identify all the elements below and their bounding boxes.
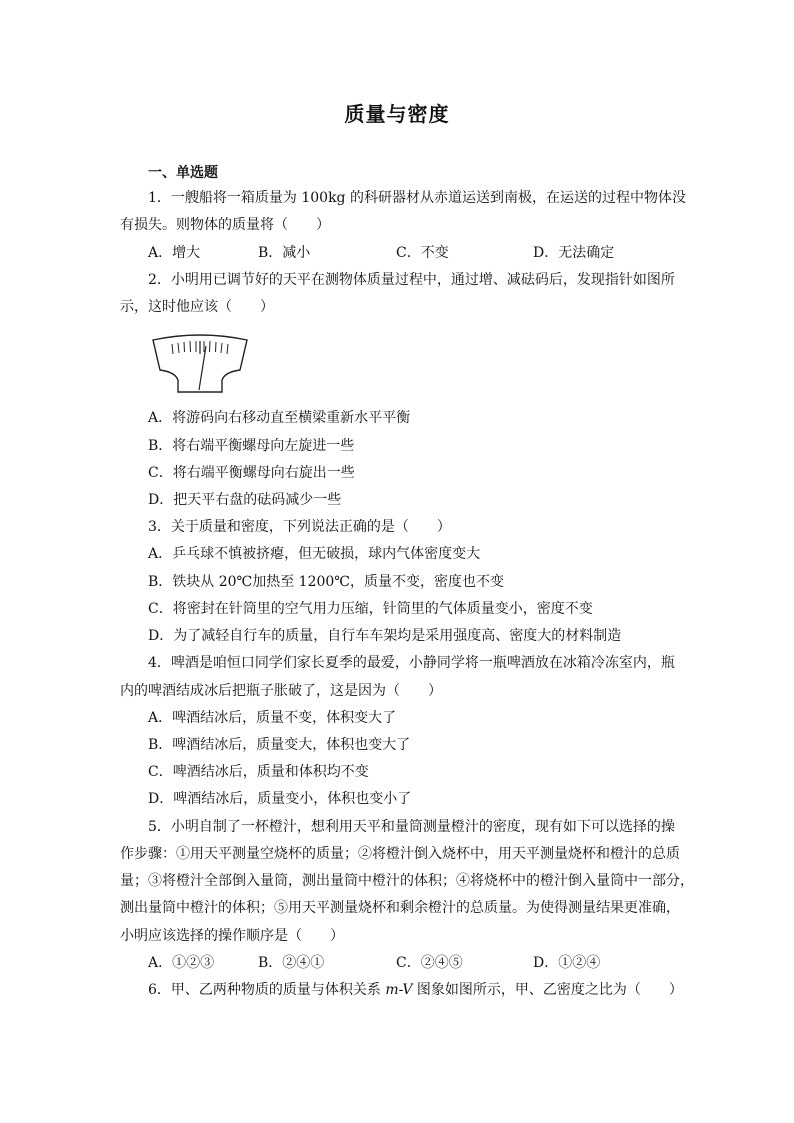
q5-option-d: D．①②④ <box>533 955 601 971</box>
q1-option-c: C．不变 <box>396 245 449 261</box>
question-6-text-line-1 <box>148 981 683 999</box>
question-4-text-line-1: 4．啤酒是咱恒口同学们家长夏季的最爱，小静同学将一瓶啤酒放在冰箱冷冻室内，瓶 <box>148 655 675 671</box>
question-1-text-line-2: 有损失。则物体的质量将（ ） <box>120 217 330 233</box>
q4-option-a: A．啤酒结冰后，质量不变，体积变大了 <box>148 710 397 726</box>
q3-option-d: D．为了减轻自行车的质量，自行车车架均是采用强度高、密度大的材料制造 <box>148 628 622 644</box>
question-5-text-line-4: 测出量筒中橙汁的体积；⑤用天平测量烧杯和剩余橙汁的总质量。为使得测量结果更准确， <box>120 900 680 916</box>
question-4-text-line-2: 内的啤酒结成冰后把瓶子胀破了，这是因为（ ） <box>120 683 442 699</box>
page-title: 质量与密度 <box>344 102 450 126</box>
question-5-text-line-1: 5．小明自制了一杯橙汁，想利用天平和量筒测量橙汁的密度，现有如下可以选择的操 <box>148 819 675 835</box>
q2-option-b: B．将右端平衡螺母向左旋进一些 <box>148 438 355 454</box>
q1-option-b: B．减小 <box>258 245 311 261</box>
question-6-text-part-2: 图象如图所示，甲、乙密度之比为（ ） <box>412 982 683 998</box>
q3-option-a: A．乒乓球不慎被挤瘪，但无破损，球内气体密度变大 <box>148 546 481 562</box>
q4-option-d: D．啤酒结冰后，质量变小，体积也变小了 <box>148 791 412 807</box>
q4-option-c: C．啤酒结冰后，质量和体积均不变 <box>148 764 369 780</box>
question-5-text-line-2: 作步骤：①用天平测量空烧杯的质量；②将橙汁倒入烧杯中，用天平测量烧杯和橙汁的总质 <box>120 846 680 862</box>
balance-pointer-figure <box>150 332 250 394</box>
q3-option-c: C．将密封在针筒里的空气用力压缩，针筒里的气体质量变小，密度不变 <box>148 601 593 617</box>
question-2-text-line-1: 2．小明用已调节好的天平在测物体质量过程中，通过增、减砝码后，发现指针如图所 <box>148 272 675 288</box>
q5-option-b: B．②④① <box>258 955 325 971</box>
question-6-graph-name: m-V <box>385 982 413 998</box>
question-5-text-line-3: 量；③将橙汁全部倒入量筒，测出量筒中橙汁的体积；④将烧杯中的橙汁倒入量筒中一部分， <box>120 873 694 889</box>
q3-option-b: B．铁块从 20℃加热至 1200℃，质量不变，密度也不变 <box>148 574 504 590</box>
question-3-text-line-1: 3．关于质量和密度，下列说法正确的是（ ） <box>148 519 451 535</box>
q1-option-d: D．无法确定 <box>533 245 615 261</box>
section-heading: 一、单选题 <box>148 165 218 181</box>
q5-option-c: C．②④⑤ <box>396 955 463 971</box>
q4-option-b: B．啤酒结冰后，质量变大，体积也变大了 <box>148 737 411 753</box>
q1-option-a: A．增大 <box>148 245 201 261</box>
question-5-text-line-5: 小明应该选择的操作顺序是（ ） <box>120 928 344 944</box>
q2-option-a: A．将游码向右移动直至横梁重新水平平衡 <box>148 410 411 426</box>
q2-option-d: D．把天平右盘的砝码减少一些 <box>148 492 342 508</box>
question-1-text-line-1: 1．一艘船将一箱质量为 100kg 的科研器材从赤道运送到南极，在运送的过程中物体没 <box>148 190 686 206</box>
question-2-text-line-2: 示，这时他应该（ ） <box>120 299 274 315</box>
question-6-text-part-1: 6．甲、乙两种物质的质量与体积关系 <box>148 982 386 998</box>
q5-option-a: A．①②③ <box>148 955 215 971</box>
q2-option-c: C．将右端平衡螺母向右旋出一些 <box>148 465 355 481</box>
